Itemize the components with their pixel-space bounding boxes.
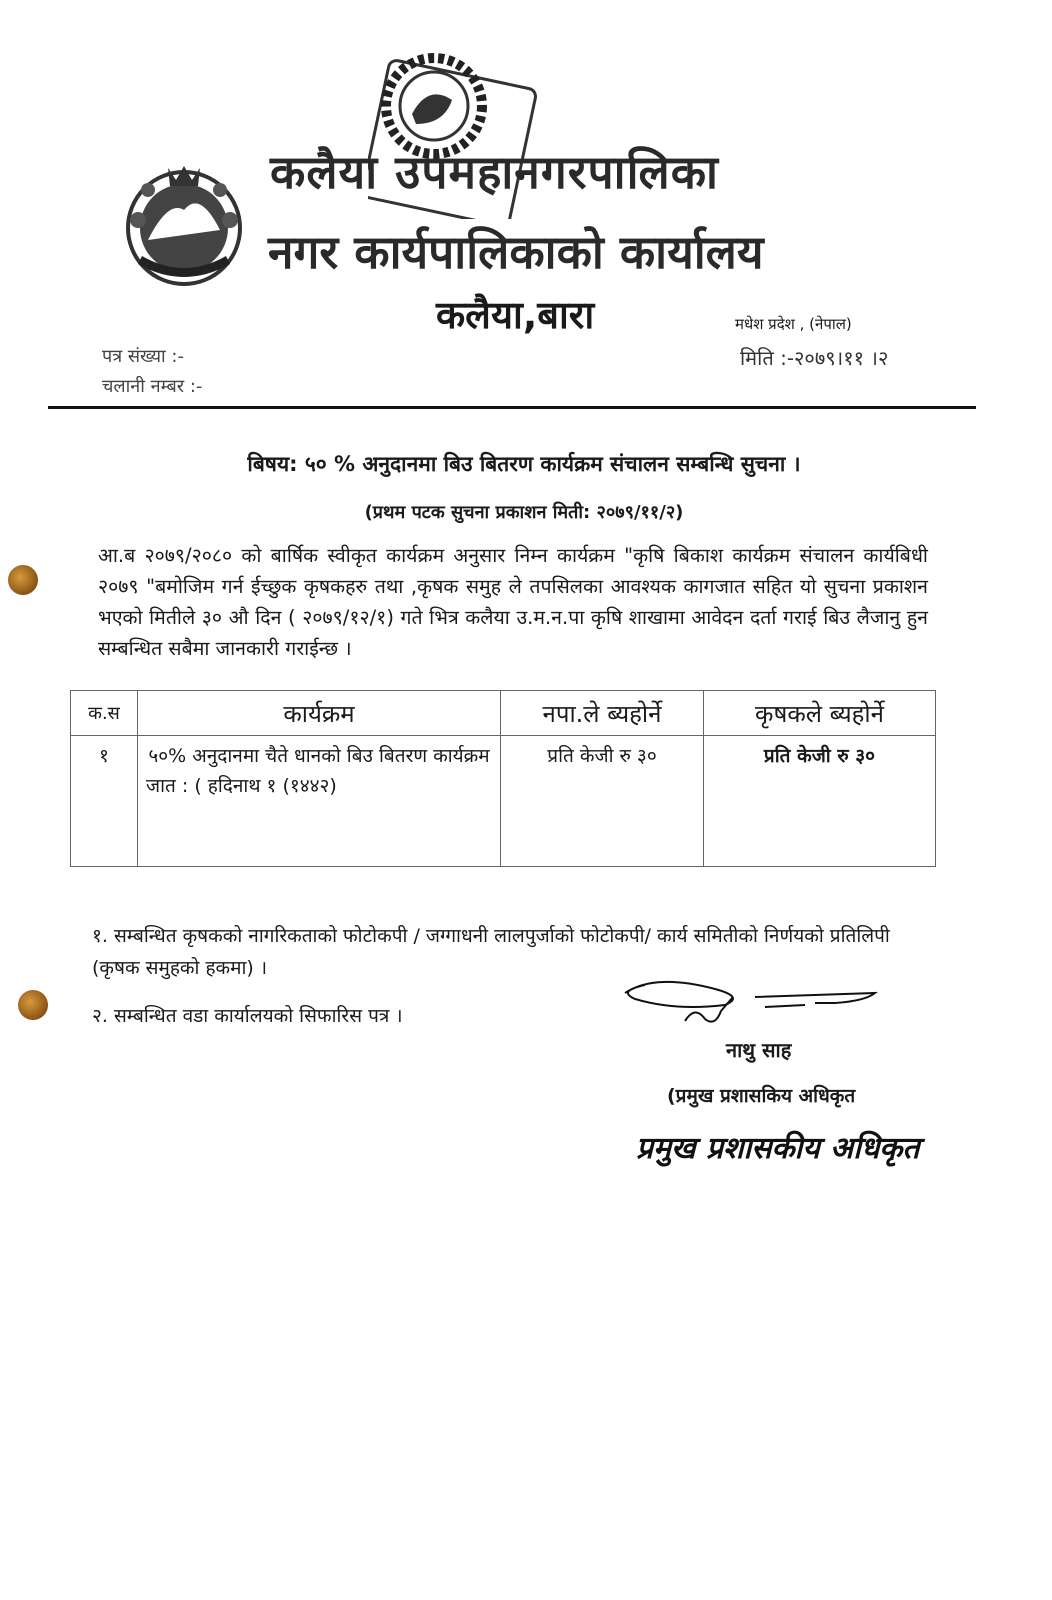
signatory-designation: (प्रमुख प्रशासकिय अधिकृत <box>667 1085 856 1107</box>
office-location: कलैया,बारा <box>436 293 595 337</box>
cell-farmer-share: प्रति केजी रु ३० <box>704 736 936 867</box>
col-header-farmer: कृषकले ब्यहोर्ने <box>704 691 936 736</box>
program-variety: जात : ( हदिनाथ १ (१४४२) <box>146 775 337 797</box>
notice-subject: बिषय: ५० % अनुदानमा बिउ बितरण कार्यक्रम संचालन सम्बन्धि सुचना । <box>247 452 801 476</box>
office-title: नगर कार्यपालिकाको कार्यालय <box>268 225 764 279</box>
cell-program <box>138 736 501 867</box>
col-header-municipality: नपा.ले ब्यहोर्ने <box>501 691 704 736</box>
letter-number: पत्र संख्या :- <box>102 346 184 367</box>
signature-scribble <box>615 975 880 1030</box>
col-header-program: कार्यक्रम <box>138 691 501 736</box>
header-divider <box>48 406 976 409</box>
signatory-name: नाथु साह <box>726 1038 792 1062</box>
program-name: ५०% अनुदानमा चैते धानको बिउ बितरण कार्यक्रम <box>148 745 490 767</box>
requirement-2: २. सम्बन्धित वडा कार्यालयको सिफारिस पत्र । <box>92 1005 403 1027</box>
province-label: मधेश प्रदेश , (नेपाल) <box>735 315 852 333</box>
nepal-emblem-icon <box>118 160 250 292</box>
letter-date: मिति :-२०७९।११ ।२ <box>740 346 889 370</box>
designation-stamp: प्रमुख प्रशासकीय अधिकृत <box>636 1131 920 1166</box>
table-row <box>71 736 936 867</box>
org-name: कलैया उपमहानगरपालिका <box>270 145 719 199</box>
col-header-sn: क.स <box>71 691 138 736</box>
cell-sn: १ <box>71 736 138 867</box>
program-table <box>70 690 936 867</box>
publication-date: (प्रथम पटक सुचना प्रकाशन मिती: २०७९/११/२) <box>364 502 684 523</box>
cell-municipality-share: प्रति केजी रु ३० <box>501 736 704 867</box>
table-header-row <box>71 691 936 736</box>
dispatch-number: चलानी नम्बर :- <box>102 376 203 397</box>
notice-body: आ.ब २०७९/२०८० को बार्षिक स्वीकृत कार्यक्रम अनुसार निम्न कार्यक्रम "कृषि बिकाश कार्यक्रम संचालन कार्यबिधी २०७९ "बमोजिम गर्न ईच्छुक कृषकहरु तथा ,कृषक समुह ले तपसिलका आवश्यक कागजात सहित यो सुचना प्रकाशन भएको मितीले ३० औ दिन ( २०७९/१२/१) गते भित्र कलैया उ.म.न.पा कृषि शाखामा आवेदन दर्ता गराई बिउ लैजानु हुन सम्बन्धित सबैमा जानकारी गराईन्छ । <box>98 544 928 660</box>
requirement-1: १. सम्बन्धित कृषकको नागरिकताको फोटोकपी / जग्गाधनी लालपुर्जाको फोटोकपी/ कार्य समितीको निर्णयको प्रतिलिपी (कृषक समुहको हकमा) । <box>92 925 890 979</box>
punch-hole <box>8 565 38 595</box>
punch-hole <box>18 990 48 1020</box>
